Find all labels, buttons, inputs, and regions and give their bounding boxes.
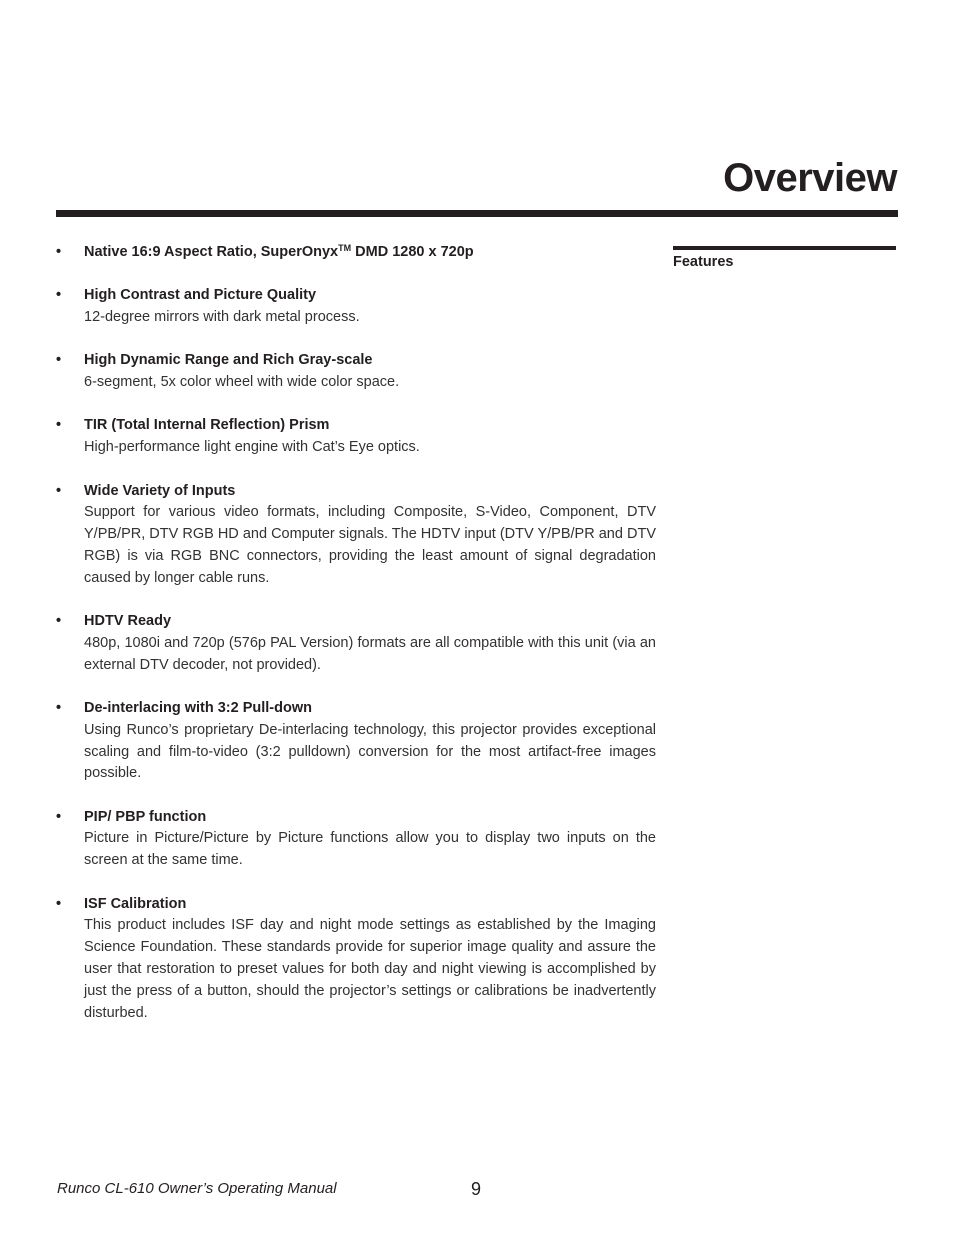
bullet-icon: •	[56, 482, 62, 499]
feature-item	[56, 242, 656, 264]
feature-heading: High Contrast and Picture Quality	[84, 287, 317, 304]
feature-heading: De-interlacing with 3:2 Pull-down	[84, 699, 312, 716]
bullet-icon: •	[56, 287, 62, 304]
feature-description: 12-degree mirrors with dark metal process.	[84, 309, 360, 326]
title-divider	[56, 210, 898, 217]
bullet-icon: •	[56, 352, 62, 369]
feature-heading: Wide Variety of Inputs	[84, 482, 236, 499]
feature-item	[56, 611, 656, 676]
section-label: Features	[673, 254, 734, 270]
feature-description: Support for various video formats, including Composite, S-Video, Component, DTV Y/PB/PR, DTV RGB HD and Computer signals. The HDTV input (DTV Y/PB/PR and DTV RGB) is via RGB BNC connectors, providing the least amount of signal degradation caused by longer cable runs.	[84, 504, 656, 586]
feature-description: 6-segment, 5x color wheel with wide color space.	[84, 374, 400, 391]
feature-heading: ISF Calibration	[84, 895, 187, 912]
page-number: 9	[471, 1179, 482, 1199]
feature-heading: High Dynamic Range and Rich Gray-scale	[84, 352, 373, 369]
page-title: Overview	[723, 156, 897, 200]
feature-item	[56, 894, 656, 1025]
feature-heading: TIR (Total Internal Reflection) Prism	[84, 417, 330, 434]
feature-description: Picture in Picture/Picture by Picture functions allow you to display two inputs on the screen at the same time.	[84, 830, 656, 869]
feature-heading-text: Native 16:9 Aspect Ratio, SuperOnyx	[84, 244, 339, 260]
bullet-icon: •	[56, 613, 62, 630]
feature-item	[56, 285, 656, 329]
feature-heading: PIP/ PBP function	[84, 808, 207, 825]
footer-manual-title: Runco CL-610 Owner’s Operating Manual	[57, 1180, 337, 1197]
sidebar-divider	[673, 246, 896, 250]
bullet-icon: •	[56, 417, 62, 434]
bullet-icon: •	[56, 808, 62, 825]
feature-item	[56, 350, 656, 394]
feature-item	[56, 481, 656, 590]
trademark-mark: TM	[338, 243, 352, 253]
feature-heading	[84, 242, 656, 264]
feature-item	[56, 807, 656, 872]
bullet-icon: •	[56, 895, 62, 912]
feature-description: High-performance light engine with Cat’s Eye optics.	[84, 439, 420, 456]
feature-description: 480p, 1080i and 720p (576p PAL Version) formats are all compatible with this unit (via an external DTV decoder, not provided).	[84, 634, 656, 673]
feature-description: Using Runco’s proprietary De-interlacing technology, this projector provides exceptional scaling and film-to-video (3:2 pulldown) conversion for the most artifact-free images possible.	[84, 721, 656, 782]
feature-heading-suffix: DMD 1280 x 720p	[351, 244, 474, 260]
features-list	[56, 242, 656, 1046]
bullet-icon: •	[56, 244, 62, 260]
feature-item	[56, 415, 656, 459]
bullet-icon: •	[56, 699, 62, 716]
feature-heading: HDTV Ready	[84, 613, 172, 630]
feature-item	[56, 698, 656, 785]
feature-description: This product includes ISF day and night mode settings as established by the Imaging Science Foundation. These standards provide for superior image quality and assure the user that restoration to preset values for both day and night viewing is accomplished by just the press of a button, should the projector’s settings or calibrations be inadvertently disturbed.	[84, 917, 656, 1021]
